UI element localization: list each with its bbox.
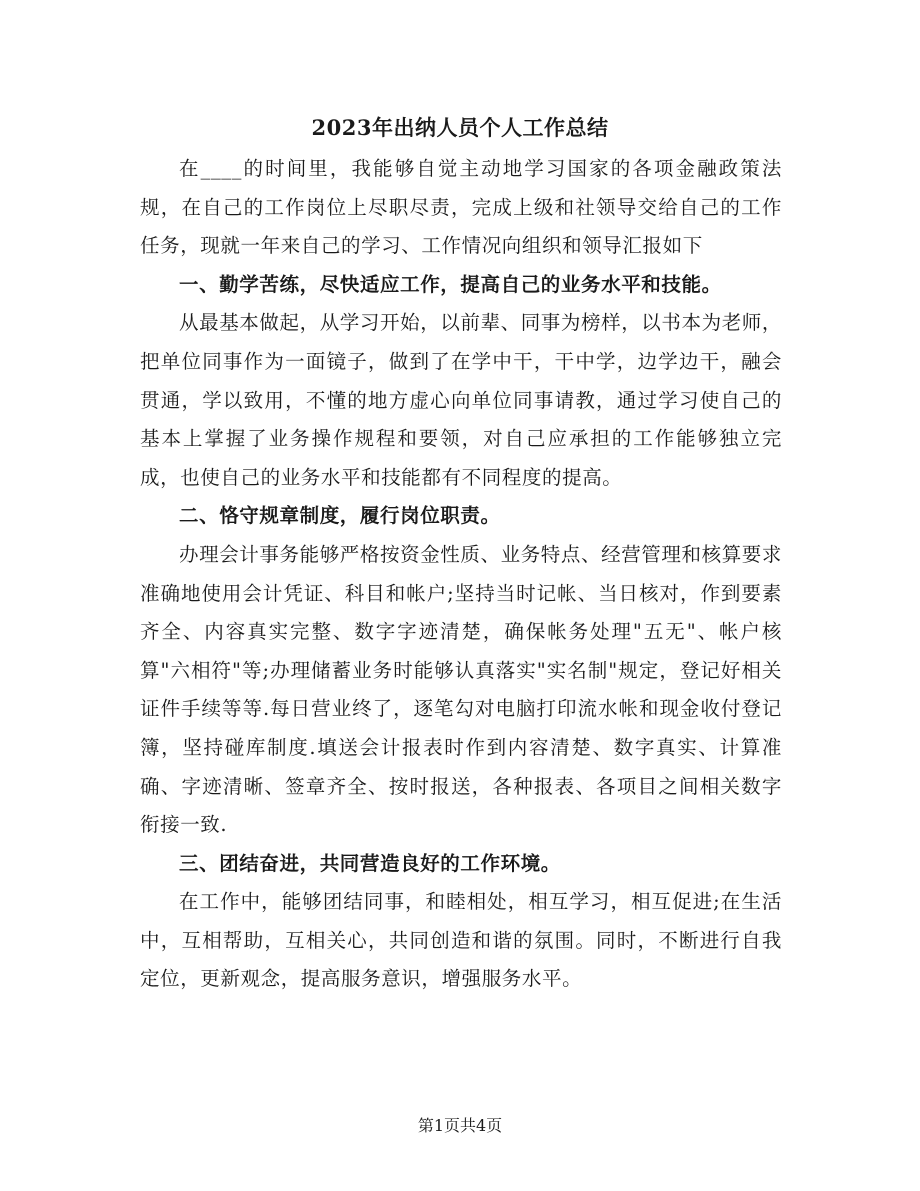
- section-body-3: 在工作中，能够团结同事，和睦相处，相互学习，相互促进;在生活中，互相帮助，互相关心，共同创造和谐的氛围。同时，不断进行自我定位，更新观念，提高服务意识，增强服务水平。: [140, 890, 782, 991]
- intro-paragraph: 在____的时间里，我能够自觉主动地学习国家的各项金融政策法规，在自己的工作岗位上尽职尽责，完成上级和社领导交给自己的工作任务，现就一年来自己的学习、工作情况向组织和领导汇报如下: [140, 157, 782, 258]
- section-heading-1: 一、勤学苦练，尽快适应工作，提高自己的业务水平和技能。: [179, 272, 722, 296]
- page-number: 第1页共4页: [417, 1116, 503, 1135]
- section-body-1: 从最基本做起，从学习开始，以前辈、同事为榜样，以书本为老师，把单位同事作为一面镜子，做到了在学中干，干中学，边学边干，融会贯通，学以致用，不懂的地方虚心向单位同事请教，通过学习使自己的基本上掌握了业务操作规程和要领，对自己应承担的工作能够独立完成，也使自己的业务水平和技能都有不同程度的提高。: [140, 311, 783, 489]
- document-body: [140, 150, 782, 999]
- document-title: 2023年出纳人员个人工作总结: [311, 115, 609, 140]
- section-heading-3: 三、团结奋进，共同营造良好的工作环境。: [179, 851, 561, 875]
- section-body-2: 办理会计事务能够严格按资金性质、业务特点、经营管理和核算要求准确地使用会计凭证、科目和帐户;坚持当时记帐、当日核对，作到要素齐全、内容真实完整、数字字迹清楚，确保帐务处理"五无"、帐户核算"六相符"等;办理储蓄业务时能够认真落实"实名制"规定，登记好相关证件手续等等.每日营业终了，逐笔勾对电脑打印流水帐和现金收付登记簿，坚持碰库制度.填送会计报表时作到内容清楚、数字真实、计算准确、字迹清晰、签章齐全、按时报送，各种报表、各项目之间相关数字衔接一致.: [140, 542, 783, 837]
- section-heading-2: 二、恪守规章制度，履行岗位职责。: [179, 504, 501, 528]
